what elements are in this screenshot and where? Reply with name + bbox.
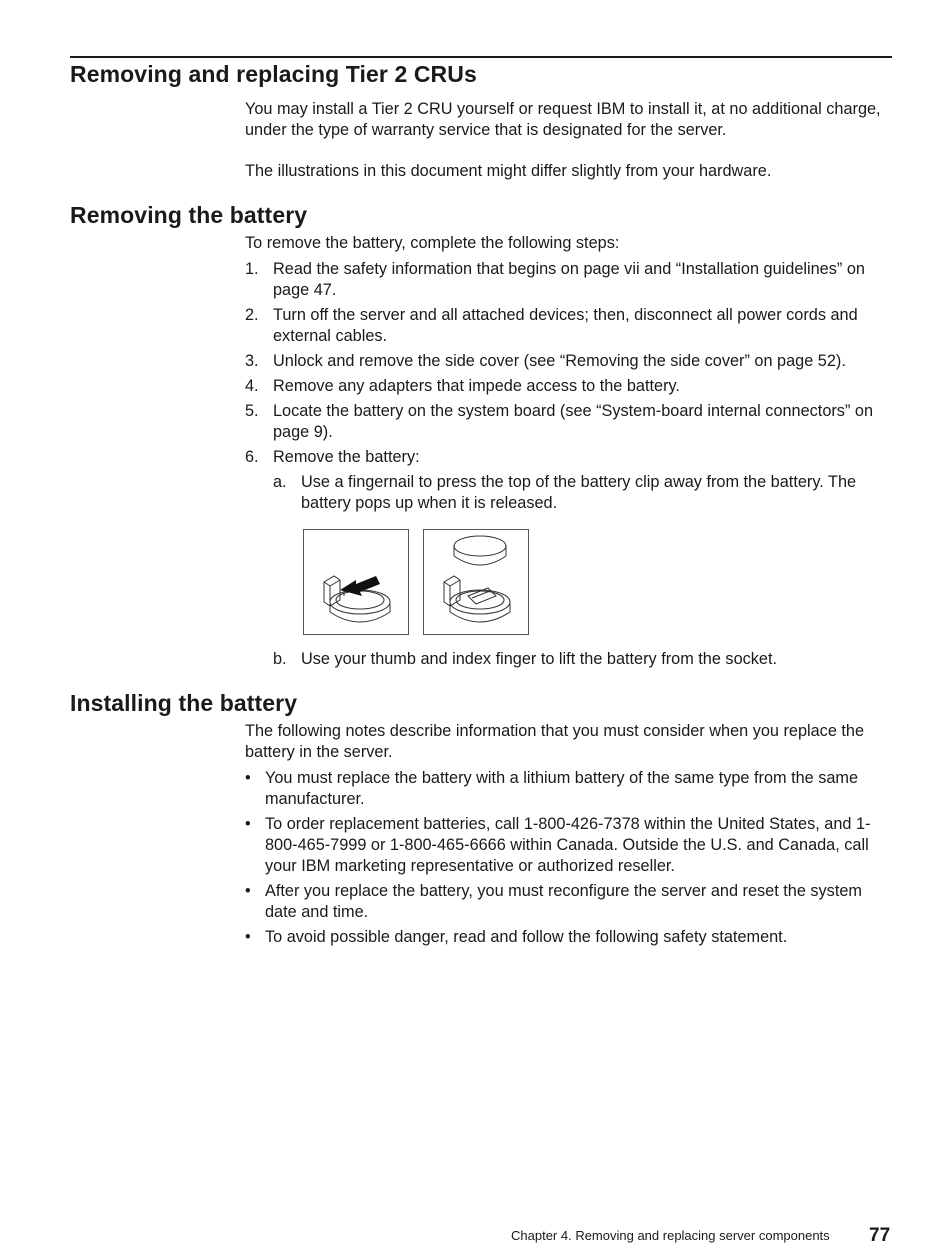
step-text: Read the safety information that begins on page vii and “Installation guidelines” on page 47. (273, 260, 865, 299)
section-title-remove-battery: Removing the battery (70, 202, 308, 228)
step-number: 3. (245, 352, 259, 370)
step-text: Locate the battery on the system board (see “System-board internal connectors” on page 9). (273, 402, 874, 441)
substep-b (273, 649, 893, 670)
substep-letter: a. (273, 473, 287, 491)
step-2 (245, 305, 893, 347)
steps-list (245, 259, 893, 514)
substep-a (273, 472, 893, 514)
note-item (245, 814, 893, 877)
section-title-install-battery: Installing the battery (70, 690, 298, 716)
bullet-glyph: • (245, 769, 251, 787)
step-6 (245, 447, 893, 514)
battery-popped-icon (424, 530, 528, 634)
step-3 (245, 351, 893, 372)
step-number: 1. (245, 260, 259, 278)
page-number: 77 (869, 1225, 891, 1246)
substep-text: Use your thumb and index finger to lift the battery from the socket. (301, 650, 778, 668)
step-text: Remove any adapters that impede access to the battery. (273, 377, 680, 395)
battery-popped-figure (423, 529, 529, 635)
section2-body (245, 233, 893, 518)
note-text: To avoid possible danger, read and follow the following safety statement. (265, 928, 788, 946)
bullet-glyph: • (245, 815, 251, 833)
note-text: You must replace the battery with a lithium battery of the same type from the same manufacturer. (265, 769, 859, 808)
step-text: Remove the battery: (273, 448, 420, 466)
illustration-note: The illustrations in this document might differ slightly from your hardware. (245, 162, 772, 180)
steps-intro: To remove the battery, complete the following steps: (245, 234, 620, 252)
section1-body (245, 99, 893, 182)
step-text: Unlock and remove the side cover (see “Removing the side cover” on page 52). (273, 352, 846, 370)
note-text: To order replacement batteries, call 1-800-426-7378 within the United States, and 1-800-465-7999 or 1-800-465-6666 within Canada. Outside the U.S. and Canada, call your IBM marketing representative or authorized reseller. (265, 815, 871, 875)
footer-chapter: Chapter 4. Removing and replacing server components (511, 1228, 830, 1243)
section3-body (245, 721, 893, 952)
step-number: 5. (245, 402, 259, 420)
battery-removal-illustration (303, 529, 533, 635)
top-rule (70, 56, 892, 58)
note-item (245, 768, 893, 810)
substep-letter: b. (273, 650, 287, 668)
step-1 (245, 259, 893, 301)
battery-clip-press-icon (304, 530, 408, 634)
step-text: Turn off the server and all attached devices; then, disconnect all power cords and external cables. (273, 306, 858, 345)
substep-b-block (245, 649, 893, 674)
intro-paragraph: You may install a Tier 2 CRU yourself or request IBM to install it, at no additional charge, under the type of warranty service that is designated for the server. (245, 100, 881, 139)
step-number: 4. (245, 377, 259, 395)
battery-clip-press-figure (303, 529, 409, 635)
note-item (245, 881, 893, 923)
substep-text: Use a fingernail to press the top of the battery clip away from the battery. The battery pops up when it is released. (301, 473, 857, 512)
step-number: 6. (245, 448, 259, 466)
bullet-glyph: • (245, 928, 251, 946)
step-5 (245, 401, 893, 443)
step-4 (245, 376, 893, 397)
bullet-glyph: • (245, 882, 251, 900)
notes-intro: The following notes describe information that you must consider when you replace the battery in the server. (245, 722, 865, 761)
notes-list (245, 768, 893, 948)
note-item (245, 927, 893, 948)
step-number: 2. (245, 306, 259, 324)
section-title-tier2: Removing and replacing Tier 2 CRUs (70, 61, 477, 87)
note-text: After you replace the battery, you must reconfigure the server and reset the system date and time. (265, 882, 862, 921)
